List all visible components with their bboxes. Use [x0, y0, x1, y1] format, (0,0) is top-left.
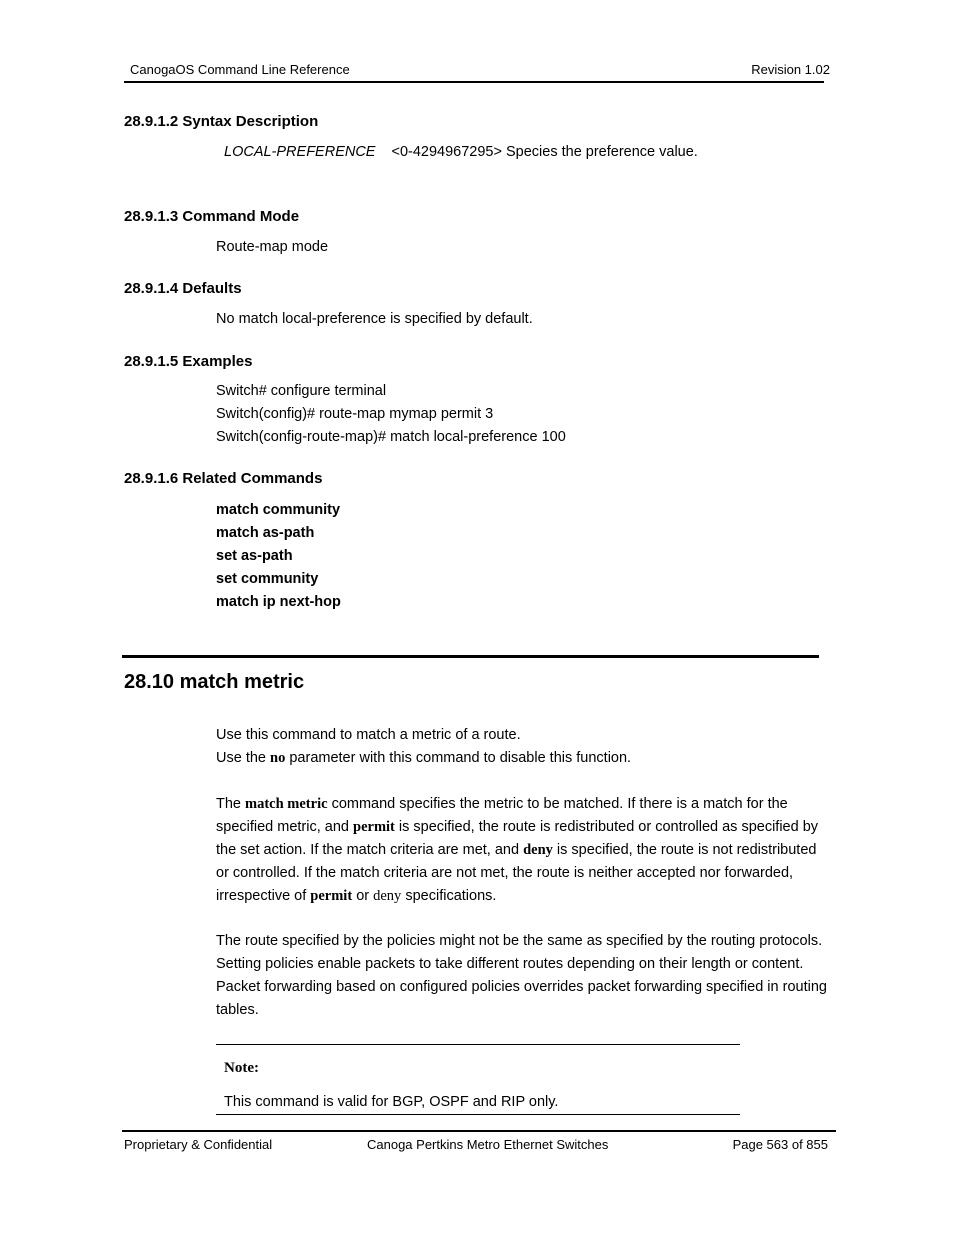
text-run: parameter with this command to disable this function.	[285, 750, 632, 766]
related-heading: 28.9.1.6 Related Commands	[124, 470, 323, 487]
policy-paragraph	[216, 930, 841, 1022]
syntax-heading: 28.9.1.2 Syntax Description	[124, 113, 319, 130]
examples-block	[216, 380, 566, 449]
footer-rule	[122, 1130, 836, 1132]
related-item: match community	[216, 502, 341, 518]
footer-page-number: Page 563 of 855	[732, 1137, 828, 1152]
policy-line: Setting policies enable packets to take different routes depending on their length or content.	[216, 956, 804, 972]
mode-text: Route-map mode	[216, 239, 329, 255]
keyword-deny: deny	[523, 842, 553, 858]
syntax-row	[224, 141, 698, 164]
related-list	[216, 499, 341, 614]
text-run: is specified, the route is redistributed or controlled as specified by	[394, 819, 819, 835]
defaults-heading: 28.9.1.4 Defaults	[124, 280, 242, 297]
note-label: Note:	[224, 1060, 259, 1076]
text-run: Use the	[216, 750, 270, 766]
defaults-text: No match local-preference is specified by default.	[216, 311, 533, 327]
related-item: set community	[216, 571, 319, 587]
keyword-permit: permit	[310, 888, 353, 904]
keyword-deny: deny	[373, 888, 402, 904]
syntax-desc: <0-4294967295> Species the preference value.	[391, 144, 698, 160]
desc-line	[216, 793, 841, 816]
keyword-match-metric: match metric	[245, 796, 328, 812]
intro-line-2	[216, 747, 836, 770]
footer-center: Canoga Pertkins Metro Ethernet Switches	[367, 1137, 609, 1152]
related-item: match as-path	[216, 525, 315, 541]
intro-line-1: Use this command to match a metric of a route.	[216, 727, 521, 743]
example-line: Switch(config)# route-map mymap permit 3	[216, 406, 494, 422]
desc-line	[216, 839, 841, 862]
footer-left: Proprietary & Confidential	[124, 1137, 273, 1152]
text-run: command specifies the metric to be matched. If there is a match for the	[327, 796, 788, 812]
keyword-permit: permit	[353, 819, 395, 835]
mode-heading: 28.9.1.3 Command Mode	[124, 208, 300, 225]
desc-line: or controlled. If the match criteria are not met, the route is neither accepted nor forwarded,	[216, 865, 794, 881]
related-item: set as-path	[216, 548, 293, 564]
related-item: match ip next-hop	[216, 594, 341, 610]
text-run: specifications.	[401, 888, 497, 904]
example-line: Switch(config-route-map)# match local-preference 100	[216, 429, 566, 445]
desc-line	[216, 885, 841, 908]
text-run: irrespective of	[216, 888, 311, 904]
section-title: 28.10 match metric	[124, 671, 305, 693]
text-run: The	[216, 796, 246, 812]
text-run: the set action. If the match criteria are met, and	[216, 842, 524, 858]
note-text: This command is valid for BGP, OSPF and RIP only.	[224, 1094, 559, 1110]
intro-paragraph	[216, 724, 836, 770]
syntax-param: LOCAL-PREFERENCE	[224, 144, 376, 160]
note-top-rule	[216, 1044, 740, 1045]
description-paragraph	[216, 793, 841, 908]
text-run: specified metric, and	[216, 819, 354, 835]
text-run: or	[352, 888, 374, 904]
desc-line	[216, 816, 841, 839]
section-rule	[122, 655, 819, 658]
note-bottom-rule	[216, 1114, 740, 1115]
header-title: CanogaOS Command Line Reference	[130, 62, 350, 77]
text-run: is specified, the route is not redistributed	[552, 842, 817, 858]
policy-line: tables.	[216, 1002, 259, 1018]
examples-heading: 28.9.1.5 Examples	[124, 353, 253, 370]
policy-line: Packet forwarding based on configured policies overrides packet forwarding specified in routing	[216, 979, 827, 995]
header-revision: Revision 1.02	[751, 62, 830, 77]
header-rule	[124, 81, 824, 83]
example-line: Switch# configure terminal	[216, 383, 387, 399]
policy-line: The route specified by the policies might not be the same as specified by the routing protocols.	[216, 933, 823, 949]
keyword-no: no	[270, 750, 286, 766]
